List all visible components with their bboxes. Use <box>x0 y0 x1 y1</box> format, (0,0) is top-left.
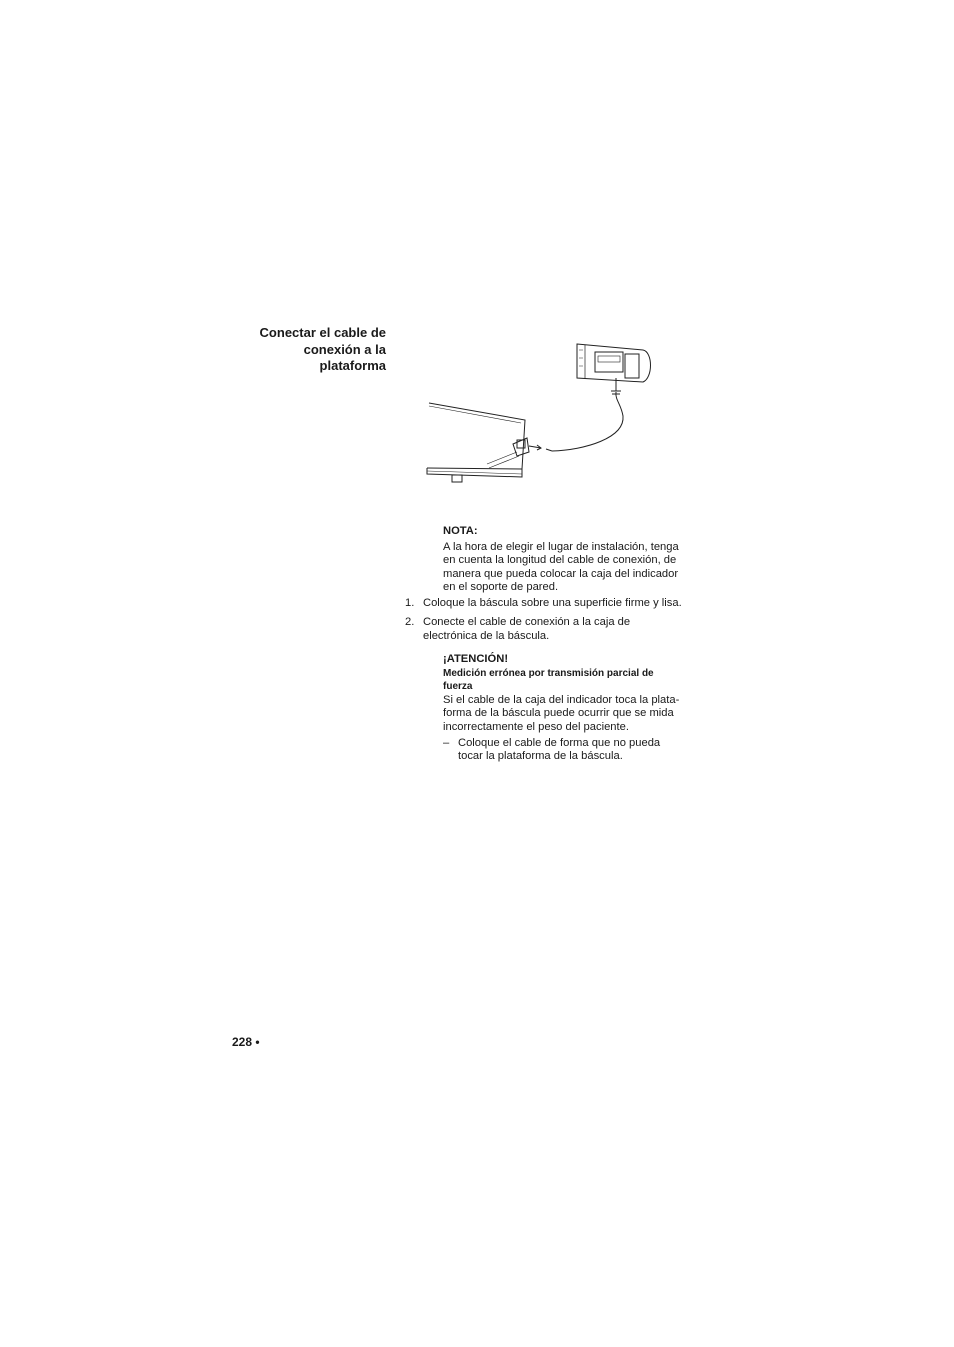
step-1-text-line-1: Coloque la báscula sobre una superficie firme y lisa. <box>423 597 682 609</box>
warning-bullet-item <box>443 737 713 764</box>
note-block <box>443 525 679 595</box>
warning-text-line-1: Si el cable de la caja del indicador toca la plata- <box>443 693 680 706</box>
warning-label: ¡ATENCIÓN! <box>443 653 509 665</box>
note-text-line-1: A la hora de elegir el lugar de instalación, tenga <box>443 540 679 553</box>
warning-bullet-marker: – <box>443 736 450 749</box>
step-2-text-line-1: Conecte el cable de conexión a la caja de <box>423 616 631 628</box>
note-text-line-2: en cuenta la longitud del cable de conexión, de <box>443 554 677 567</box>
section-heading-line-2: conexión a la <box>303 341 386 357</box>
note-text-line-3: manera que pueda colocar la caja del indicador <box>443 567 679 580</box>
step-number-2: 2. <box>405 616 415 628</box>
step-item-1 <box>405 597 705 611</box>
warning-bullet-line-1: Coloque el cable de forma que no pueda <box>458 736 661 749</box>
warning-block <box>443 653 713 764</box>
step-2-text-line-2: electrónica de la báscula. <box>423 629 550 642</box>
scale-cable-illustration <box>425 338 660 498</box>
warning-bullet-line-2: tocar la plataforma de la báscula. <box>458 750 623 763</box>
section-heading-line-3: plataforma <box>319 358 386 373</box>
warning-subtitle-line-1: Medición errónea por transmisión parcial de <box>443 667 654 679</box>
section-heading <box>230 325 386 375</box>
note-label: NOTA: <box>443 525 478 537</box>
note-text-line-4: en el soporte de pared. <box>443 581 559 594</box>
warning-text-line-2: forma de la báscula puede ocurrir que se mida <box>443 707 674 720</box>
step-number-1: 1. <box>405 597 415 609</box>
section-heading-line-1: Conectar el cable de <box>259 325 386 340</box>
warning-text-line-3: incorrectamente el peso del paciente. <box>443 720 629 733</box>
scale-cable-drawing <box>425 338 660 498</box>
step-item-2 <box>405 616 705 643</box>
page-number: 228 • <box>232 1035 260 1049</box>
warning-subtitle-line-2: fuerza <box>443 681 473 693</box>
